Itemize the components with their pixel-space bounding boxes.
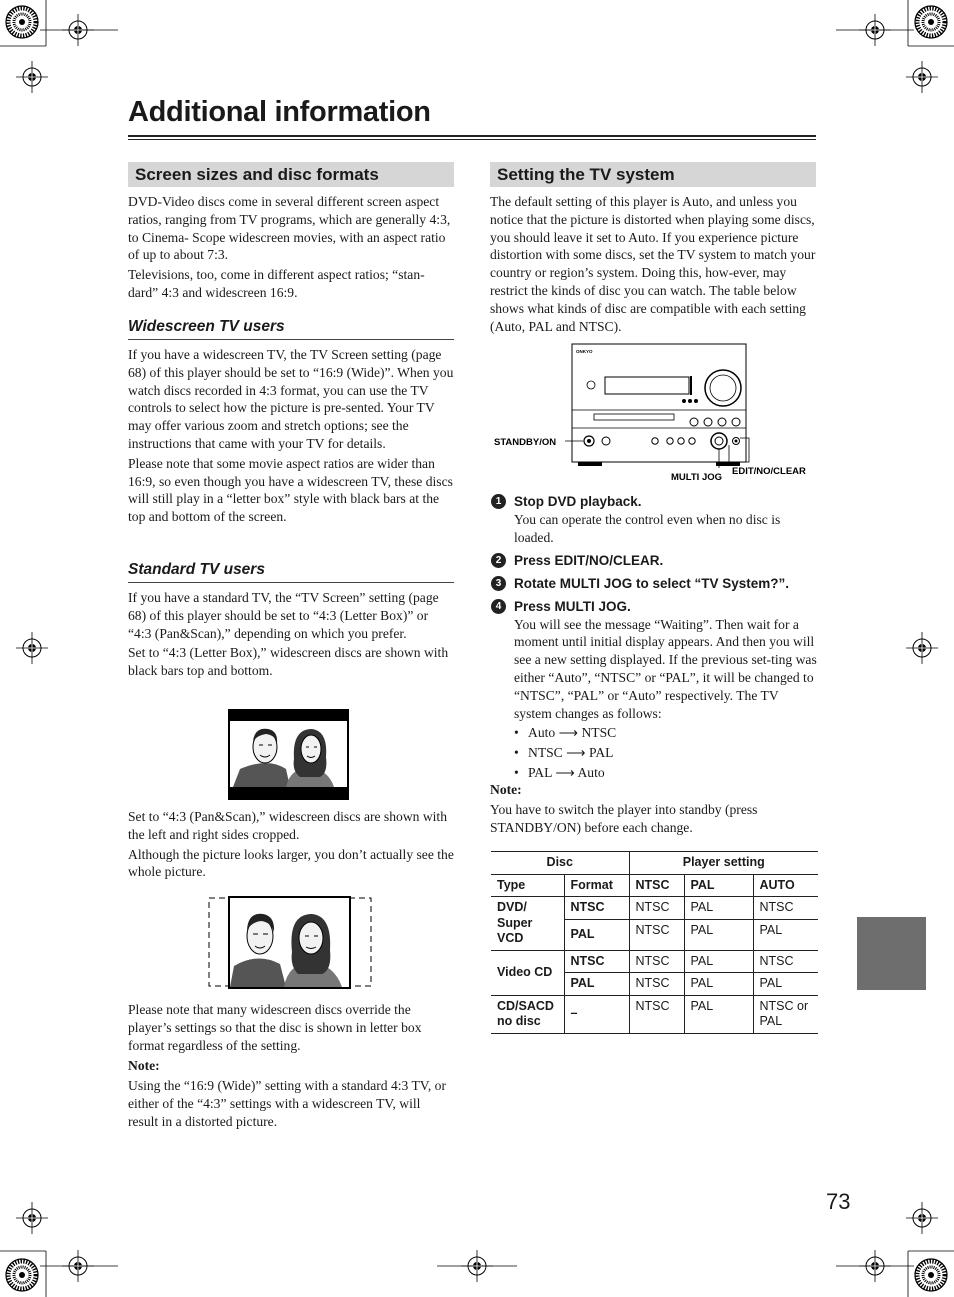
disc-format: –	[564, 995, 629, 1033]
title-rule	[128, 135, 816, 140]
override-body	[128, 1001, 454, 1133]
standby-callout: STANDBY/ON	[494, 437, 557, 448]
tv-system-intro	[490, 193, 818, 337]
note-text: Using the “16:9 (Wide)” setting with a standard 4:3 TV, or either of the “4:3” settings with a widescreen TV, will result in a distorted picture.	[128, 1078, 446, 1129]
tv-system-note	[490, 781, 816, 838]
panscan-body	[128, 808, 454, 883]
section-heading-tv-system: Setting the TV system	[490, 162, 816, 187]
cell-pal: PAL	[684, 950, 753, 973]
step-number: 2	[491, 553, 506, 568]
edit-no-clear-callout: EDIT/NO/CLEAR	[732, 466, 806, 477]
cell-auto: PAL	[753, 973, 818, 996]
header-player-setting: Player setting	[629, 852, 818, 875]
note-label: Note:	[490, 782, 522, 797]
col-format: Format	[564, 874, 629, 897]
table-row	[491, 950, 818, 973]
widescreen-heading: Widescreen TV users	[128, 318, 454, 340]
widescreen-paragraph: If you have a widescreen TV, the TV Screen setting (page 68) of this player should be set to “16:9 (Wide)”. When you watch discs recorded in 4:3 format, you can use the TV controls to select how the picture is pre-sented. Your TV may offer various zoom and stretch options; see the instructions that came with your TV for details.	[128, 347, 454, 451]
disc-type: DVD/ Super VCD	[491, 897, 564, 951]
panscan-paragraph: Although the picture looks larger, you don’t actually see the whole picture.	[128, 846, 454, 880]
disc-compatibility-table	[491, 851, 818, 1034]
disc-format: PAL	[564, 919, 629, 950]
table-row	[491, 897, 818, 920]
disc-type: Video CD	[491, 950, 564, 995]
disc-format: NTSC	[564, 950, 629, 973]
standard-heading: Standard TV users	[128, 561, 454, 583]
sequence-item: • NTSC ⟶ PAL	[514, 744, 817, 762]
step-1	[491, 493, 817, 547]
cell-ntsc: NTSC	[629, 950, 684, 973]
device-brand: ONKYO	[576, 349, 593, 354]
step-3	[491, 575, 817, 593]
disc-type: CD/SACD no disc	[491, 995, 564, 1033]
col-auto: AUTO	[753, 874, 818, 897]
cell-ntsc: NTSC	[629, 995, 684, 1033]
standard-paragraph: If you have a standard TV, the “TV Screen” setting (page 68) of this player should be set to “4:3 (Letter Box)” or “4:3 (Pan&Scan),” depending on which you prefer.	[128, 590, 439, 641]
cell-pal: PAL	[684, 919, 753, 950]
page-title: Additional information	[128, 96, 431, 128]
cell-ntsc: NTSC	[629, 897, 684, 920]
panscan-paragraph: Set to “4:3 (Pan&Scan),” widescreen discs are shown with the left and right sides cropped.	[128, 809, 447, 842]
sequence-item: • PAL ⟶ Auto	[514, 764, 817, 782]
panscan-illustration	[208, 896, 372, 990]
step-title: Stop DVD playback.	[514, 494, 642, 509]
tv-system-sequence	[514, 724, 817, 781]
header-disc: Disc	[491, 852, 629, 875]
disc-format: NTSC	[564, 897, 629, 920]
cell-ntsc: NTSC	[629, 919, 684, 950]
cell-auto: NTSC or PAL	[753, 995, 818, 1033]
table-row	[491, 995, 818, 1033]
step-number: 4	[491, 599, 506, 614]
col-pal: PAL	[684, 874, 753, 897]
cell-auto: NTSC	[753, 950, 818, 973]
col-ntsc: NTSC	[629, 874, 684, 897]
display-window	[605, 377, 689, 394]
cell-pal: PAL	[684, 973, 753, 996]
table-header-row	[491, 852, 818, 875]
step-number: 3	[491, 576, 506, 591]
intro-paragraph: DVD-Video discs come in several different screen aspect ratios, ranging from TV programs, which are generally 4:3, to Cinema- Scope widescreen movies, with an aspect ratio of up to about 7:3.	[128, 194, 451, 263]
intro-paragraph: Televisions, too, come in different aspect ratios; “stan-dard” 4:3 and widescreen 16:9.	[128, 267, 425, 300]
note-label: Note:	[128, 1058, 160, 1074]
steps-list	[491, 493, 817, 787]
step-title: Rotate MULTI JOG to select “TV System?”.	[514, 575, 790, 591]
step-title: Press MULTI JOG.	[514, 598, 631, 614]
letterbox-illustration	[228, 709, 349, 800]
section-heading-screen-sizes: Screen sizes and disc formats	[128, 162, 454, 187]
widescreen-paragraph: Please note that some movie aspect ratios are wider than 16:9, so even though you have a widescreen TV, these discs will still play in a “letter box” style with black bars at the top and bottom of the screen.	[128, 455, 453, 525]
widescreen-body	[128, 346, 454, 528]
sequence-item: • Auto ⟶ NTSC	[514, 724, 817, 742]
step-2	[491, 552, 817, 570]
col-type: Type	[491, 874, 564, 897]
step-title: Press EDIT/NO/CLEAR.	[514, 552, 664, 568]
disc-format: PAL	[564, 973, 629, 996]
override-paragraph: Please note that many widescreen discs override the player’s settings so that the disc is shown in letter box format regardless of the setting.	[128, 1002, 422, 1053]
cell-pal: PAL	[684, 897, 753, 920]
cell-pal: PAL	[684, 995, 753, 1033]
multi-jog-icon	[711, 433, 727, 449]
table-subheader-row	[491, 874, 818, 897]
step-4	[491, 598, 817, 782]
cell-auto: PAL	[753, 919, 818, 950]
chapter-tab	[857, 917, 926, 990]
step-body: You can operate the control even when no disc is loaded.	[514, 512, 781, 545]
intro-paragraph: The default setting of this player is Auto, and unless you notice that the picture is distorted when playing some discs, you should leave it set to Auto. If you experience picture distortion with some discs, set the TV system to match your country or region’s system. Doing this, how-ever, may restrict the kinds of disc you can watch. The table below shows what kinds of disc are compatible with each setting (Auto, PAL and NTSC).	[490, 194, 816, 334]
device-illustration	[490, 342, 820, 487]
step-body: You will see the message “Waiting”. Then wait for a moment until initial display appears. And then you will see a new setting displayed. If the previous set-ting was either “Auto”, “NTSC” or “PAL”, it will be changed to “NTSC”, “PAL” or “Auto” respectively. The TV system changes as follows:	[514, 616, 817, 721]
page-number: 73	[826, 1189, 851, 1214]
screen-sizes-intro	[128, 193, 454, 304]
standard-body	[128, 589, 454, 682]
step-number: 1	[491, 494, 506, 509]
note-text: You have to switch the player into standby (press STANDBY/ON) before each change.	[490, 801, 758, 835]
cell-auto: NTSC	[753, 897, 818, 920]
standard-paragraph: Set to “4:3 (Letter Box),” widescreen discs are shown with black bars top and bottom.	[128, 645, 449, 679]
cell-ntsc: NTSC	[629, 973, 684, 996]
multi-jog-callout: MULTI JOG	[671, 472, 723, 483]
